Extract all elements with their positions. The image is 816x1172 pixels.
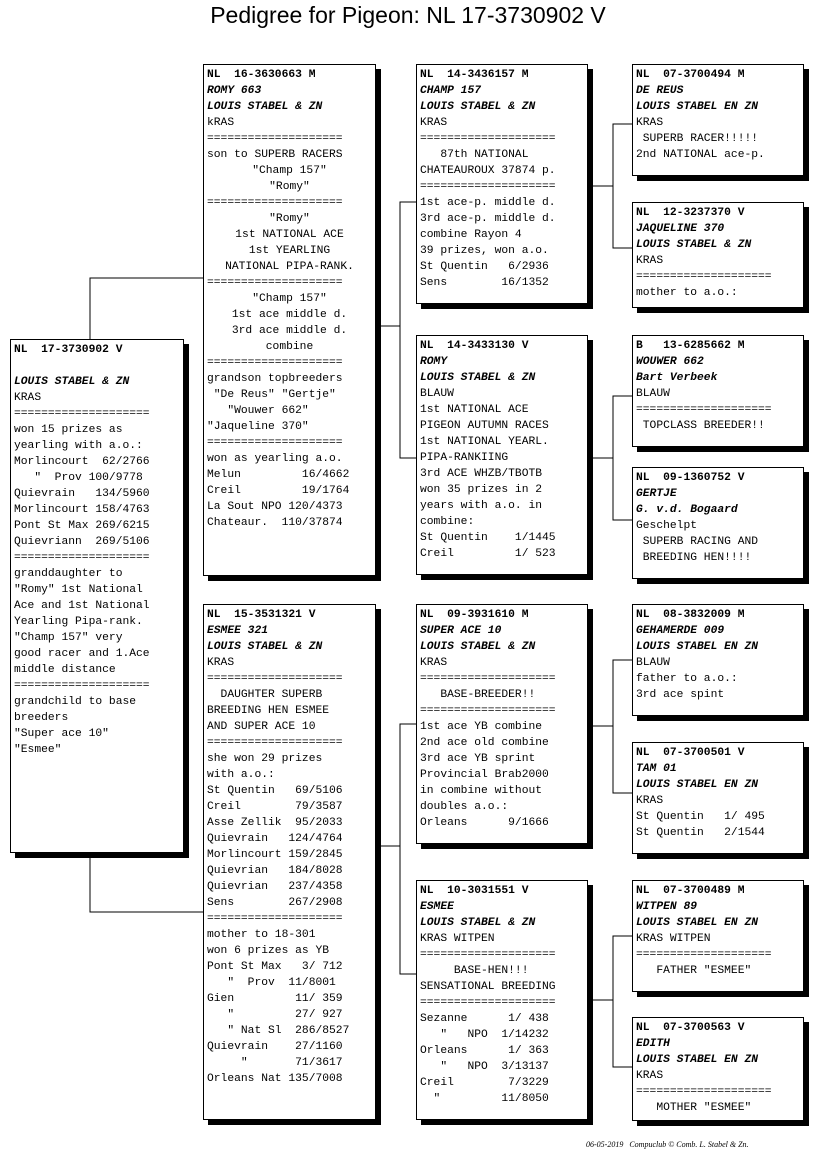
pedigree-line: PIPA-RANKIING (420, 452, 509, 464)
pedigree-line: grandson topbreeders (207, 373, 343, 385)
pedigree-line: LOUIS STABEL EN ZN (636, 101, 759, 113)
pedigree-line: Quievrain 134/5960 (14, 488, 150, 500)
pedigree-line: " 71/3617 (207, 1057, 343, 1069)
pedigree-line: "Jaqueline 370" (207, 421, 309, 433)
pedigree-line: St Quentin 6/2936 (420, 261, 549, 273)
pedigree-line: GERTJE (636, 488, 677, 500)
pedigree-line: won as yearling a.o. (207, 453, 343, 465)
ring-number: NL 07-3700563 V (636, 1022, 745, 1034)
pedigree-line: Morlincourt 158/4763 (14, 504, 150, 516)
pedigree-line: combine: (420, 516, 475, 528)
subject-pigeon-card (10, 339, 184, 853)
pedigree-line: " NPO 3/13137 (420, 1061, 549, 1073)
pedigree-line: Creil 79/3587 (207, 801, 343, 813)
great-grandparent-card-3 (632, 335, 804, 447)
pedigree-line: won 35 prizes in 2 (420, 484, 543, 496)
pedigree-line: Bart Verbeek (636, 372, 718, 384)
pedigree-line: ==================== (207, 737, 343, 749)
pedigree-line: ==================== (420, 133, 556, 145)
pedigree-line: ==================== (207, 913, 343, 925)
pedigree-line: DE REUS (636, 85, 684, 97)
pedigree-line: CHATEAUROUX 37874 p. (420, 165, 556, 177)
ring-number: NL 07-3700501 V (636, 747, 745, 759)
pedigree-line: WITPEN 89 (636, 901, 698, 913)
pedigree-line: 1st NATIONAL ACE (420, 404, 529, 416)
ring-number: NL 12-3237370 V (636, 207, 745, 219)
pedigree-line: granddaughter to (14, 568, 123, 580)
pedigree-line: mother to a.o.: (636, 287, 738, 299)
pedigree-line: KRAS (420, 117, 448, 129)
pedigree-line: " Prov 100/9778 (14, 472, 143, 484)
pedigree-line: Creil 7/3229 (420, 1077, 549, 1089)
pedigree-line: in combine without (420, 785, 543, 797)
pedigree-line: ==================== (14, 680, 150, 692)
pedigree-line: LOUIS STABEL & ZN (420, 917, 536, 929)
ring-number: NL 07-3700489 M (636, 885, 745, 897)
pedigree-line: Morlincourt 159/2845 (207, 849, 343, 861)
paternal-granddam-card (416, 335, 588, 575)
pedigree-line: kRAS (207, 117, 235, 129)
pedigree-line: SENSATIONAL BREEDING (420, 981, 556, 993)
pedigree-line: Gien 11/ 359 (207, 993, 343, 1005)
pedigree-line: yearling with a.o.: (14, 440, 143, 452)
pedigree-line: BASE-HEN!!! (420, 965, 529, 977)
pedigree-line: 1st NATIONAL ACE (235, 229, 344, 241)
pedigree-line: 3rd ace middle d. (231, 325, 348, 337)
pedigree-line: "Super ace 10" (14, 728, 109, 740)
pedigree-line: Quievrian 237/4358 (207, 881, 343, 893)
pedigree-line: "Romy" (269, 213, 310, 225)
pedigree-line: ==================== (207, 673, 343, 685)
pedigree-line: St Quentin 1/1445 (420, 532, 556, 544)
pedigree-line: KRAS (636, 255, 664, 267)
pedigree-line: years with a.o. in (420, 500, 543, 512)
pedigree-line: KRAS WITPEN (420, 933, 495, 945)
pedigree-line: TOPCLASS BREEDER!! (636, 420, 765, 432)
pedigree-line: Chateaur. 110/37874 (207, 517, 343, 529)
ring-number: NL 15-3531321 V (207, 609, 316, 621)
pedigree-line: Orleans Nat 135/7008 (207, 1073, 343, 1085)
ring-number: B 13-6285662 M (636, 340, 745, 352)
pedigree-line: "Champ 157" very (14, 632, 123, 644)
pedigree-line: 3rd ace spint (636, 689, 725, 701)
pedigree-line: BASE-BREEDER!! (420, 689, 536, 701)
pedigree-line: "Esmee" (14, 744, 62, 756)
pedigree-line: LOUIS STABEL & ZN (207, 101, 323, 113)
pedigree-line: 1st YEARLING (248, 245, 331, 257)
pedigree-line: ==================== (636, 271, 772, 283)
pedigree-line: Quievriann 269/5106 (14, 536, 150, 548)
pedigree-line: she won 29 prizes (207, 753, 323, 765)
pedigree-line: "Romy" (269, 181, 310, 193)
pedigree-line: ==================== (636, 404, 772, 416)
pedigree-line: Pont St Max 3/ 712 (207, 961, 343, 973)
pedigree-line: Orleans 1/ 363 (420, 1045, 549, 1057)
pedigree-line: SUPER ACE 10 (420, 625, 502, 637)
pedigree-line: MOTHER "ESMEE" (636, 1102, 752, 1114)
pedigree-line: St Quentin 1/ 495 (636, 811, 765, 823)
pedigree-line: middle distance (14, 664, 116, 676)
pedigree-line: good racer and 1.Ace (14, 648, 150, 660)
pedigree-line: Quievrain 124/4764 (207, 833, 343, 845)
pedigree-line: with a.o.: (207, 769, 275, 781)
pedigree-line: 3rd ACE WHZB/TBOTB (420, 468, 543, 480)
pedigree-line: Provincial Brab2000 (420, 769, 549, 781)
ring-number: NL 08-3832009 M (636, 609, 745, 621)
pedigree-line: Sens 16/1352 (420, 277, 549, 289)
maternal-granddam-card (416, 880, 588, 1120)
pedigree-line: KRAS (636, 117, 664, 129)
ring-number: NL 14-3436157 M (420, 69, 529, 81)
great-grandparent-card-4 (632, 467, 804, 579)
pedigree-line: Orleans 9/1666 (420, 817, 549, 829)
pedigree-line: LOUIS STABEL & ZN (420, 101, 536, 113)
dam-card (203, 604, 376, 1120)
pedigree-line: ==================== (207, 437, 343, 449)
pedigree-line: 1st NATIONAL YEARL. (420, 436, 549, 448)
pedigree-line: LOUIS STABEL EN ZN (636, 917, 759, 929)
pedigree-line: ==================== (420, 181, 556, 193)
pedigree-line: Creil 1/ 523 (420, 548, 556, 560)
pedigree-line: ==================== (207, 197, 343, 209)
pedigree-line: NATIONAL PIPA-RANK. (225, 261, 354, 273)
pedigree-line: doubles a.o.: (420, 801, 509, 813)
pedigree-line: JAQUELINE 370 (636, 223, 725, 235)
pedigree-line: " 27/ 927 (207, 1009, 343, 1021)
ring-number: NL 07-3700494 M (636, 69, 745, 81)
pedigree-line: 2nd ace old combine (420, 737, 549, 749)
pedigree-line: ==================== (420, 997, 556, 1009)
pedigree-line: 1st ace YB combine (420, 721, 543, 733)
pedigree-line: PIGEON AUTUMN RACES (420, 420, 549, 432)
pedigree-line: Yearling Pipa-rank. (14, 616, 143, 628)
pedigree-line: KRAS (636, 795, 664, 807)
pedigree-line: ==================== (14, 408, 150, 420)
pedigree-line: breeders (14, 712, 69, 724)
pedigree-line: combine (265, 341, 314, 353)
great-grandparent-card-5 (632, 604, 804, 716)
pedigree-line: 39 prizes, won a.o. (420, 245, 549, 257)
pedigree-line: Sens 267/2908 (207, 897, 343, 909)
pedigree-line: KRAS WITPEN (636, 933, 711, 945)
pedigree-line: grandchild to base (14, 696, 137, 708)
great-grandparent-card-6 (632, 742, 804, 854)
pedigree-line: LOUIS STABEL & ZN (207, 641, 323, 653)
ring-number: NL 09-1360752 V (636, 472, 745, 484)
pedigree-line: LOUIS STABEL EN ZN (636, 641, 759, 653)
pedigree-line: 2nd NATIONAL ace-p. (636, 149, 765, 161)
ring-number: NL 10-3031551 V (420, 885, 529, 897)
ring-number: NL 17-3730902 V (14, 344, 123, 356)
pedigree-line: 87th NATIONAL (420, 149, 529, 161)
pedigree-line: KRAS (420, 657, 448, 669)
pedigree-line: Quievrian 184/8028 (207, 865, 343, 877)
pedigree-line: LOUIS STABEL & ZN (420, 372, 536, 384)
great-grandparent-card-8 (632, 1017, 804, 1121)
pedigree-line: AND SUPER ACE 10 (207, 721, 316, 733)
pedigree-line: LOUIS STABEL & ZN (636, 239, 752, 251)
pedigree-line: BLAUW (420, 388, 454, 400)
pedigree-line: Sezanne 1/ 438 (420, 1013, 549, 1025)
pedigree-line: LOUIS STABEL EN ZN (636, 1054, 759, 1066)
pedigree-line: WOUWER 662 (636, 356, 704, 368)
footer-credit: 06-05-2019 Compuclub © Comb. L. Stabel & Zn. (586, 1140, 749, 1149)
pedigree-line: Pont St Max 269/6215 (14, 520, 150, 532)
pedigree-line: " 11/8050 (420, 1093, 549, 1105)
pedigree-line: " NPO 1/14232 (420, 1029, 549, 1041)
pedigree-line: KRAS (636, 1070, 664, 1082)
pedigree-line: won 15 prizes as (14, 424, 123, 436)
pedigree-line: ==================== (207, 357, 343, 369)
pedigree-line: Quievrain 27/1160 (207, 1041, 343, 1053)
pedigree-line: son to SUPERB RACERS (207, 149, 343, 161)
pedigree-line: ==================== (420, 949, 556, 961)
pedigree-line: ESMEE 321 (207, 625, 269, 637)
pedigree-line: Ace and 1st National (14, 600, 150, 612)
great-grandparent-card-2 (632, 202, 804, 308)
pedigree-line: La Sout NPO 120/4373 (207, 501, 343, 513)
great-grandparent-card-7 (632, 880, 804, 992)
pedigree-line: "Romy" 1st National (14, 584, 143, 596)
pedigree-line: ==================== (207, 277, 343, 289)
pedigree-line: FATHER "ESMEE" (636, 965, 752, 977)
pedigree-line: ==================== (420, 673, 556, 685)
pedigree-line: Creil 19/1764 (207, 485, 350, 497)
pedigree-line: ==================== (14, 552, 150, 564)
paternal-grandsire-card (416, 64, 588, 304)
pedigree-line: GEHAMERDE 009 (636, 625, 725, 637)
pedigree-line: BLAUW (636, 388, 670, 400)
pedigree-line: St Quentin 69/5106 (207, 785, 343, 797)
pedigree-line: "De Reus" "Gertje" (207, 389, 336, 401)
pedigree-line: 3rd ace-p. middle d. (420, 213, 556, 225)
pedigree-line: won 6 prizes as YB (207, 945, 330, 957)
pedigree-line: SUPERB RACER!!!!! (636, 133, 759, 145)
pedigree-line: combine Rayon 4 (420, 229, 522, 241)
pedigree-line: Melun 16/4662 (207, 469, 350, 481)
pedigree-line: " Prov 11/8001 (207, 977, 336, 989)
pedigree-line: Morlincourt 62/2766 (14, 456, 150, 468)
pedigree-line: "Wouwer 662" (207, 405, 309, 417)
pedigree-line: LOUIS STABEL EN ZN (636, 779, 759, 791)
pedigree-line: 3rd ace YB sprint (420, 753, 536, 765)
pedigree-line (14, 358, 180, 374)
pedigree-line: 1st ace-p. middle d. (420, 197, 556, 209)
pedigree-line: 1st ace middle d. (231, 309, 348, 321)
pedigree-line: BREEDING HEN ESMEE (207, 705, 330, 717)
pedigree-line: Asse Zellik 95/2033 (207, 817, 343, 829)
pedigree-line: Geschelpt (636, 520, 698, 532)
pedigree-line: ROMY (420, 356, 448, 368)
pedigree-line: father to a.o.: (636, 673, 738, 685)
ring-number: NL 09-3931610 M (420, 609, 529, 621)
pedigree-line: "Champ 157" (252, 165, 327, 177)
page-title: Pedigree for Pigeon: NL 17-3730902 V (210, 2, 606, 28)
pedigree-line: LOUIS STABEL & ZN (14, 376, 130, 388)
maternal-grandsire-card (416, 604, 588, 844)
ring-number: NL 14-3433130 V (420, 340, 529, 352)
pedigree-line: ==================== (636, 949, 772, 961)
pedigree-line: CHAMP 157 (420, 85, 482, 97)
pedigree-line: KRAS (207, 657, 235, 669)
pedigree-line: ==================== (636, 1086, 772, 1098)
pedigree-line: G. v.d. Bogaard (636, 504, 738, 516)
pedigree-line: KRAS (14, 392, 42, 404)
pedigree-line: SUPERB RACING AND (636, 536, 759, 548)
ring-number: NL 16-3630663 M (207, 69, 316, 81)
pedigree-line: LOUIS STABEL & ZN (420, 641, 536, 653)
pedigree-line: EDITH (636, 1038, 670, 1050)
pedigree-line: ==================== (207, 133, 343, 145)
pedigree-line: ROMY 663 (207, 85, 262, 97)
pedigree-line: BREEDING HEN!!!! (636, 552, 752, 564)
pedigree-line: " Nat Sl 286/8527 (207, 1025, 350, 1037)
pedigree-line: TAM 01 (636, 763, 677, 775)
pedigree-line: DAUGHTER SUPERB (207, 689, 323, 701)
sire-card (203, 64, 376, 576)
pedigree-line: ==================== (420, 705, 556, 717)
pedigree-line: St Quentin 2/1544 (636, 827, 765, 839)
pedigree-line: ESMEE (420, 901, 454, 913)
pedigree-line: BLAUW (636, 657, 670, 669)
pedigree-line: mother to 18-301 (207, 929, 316, 941)
great-grandparent-card-1 (632, 64, 804, 176)
pedigree-line: "Champ 157" (252, 293, 327, 305)
